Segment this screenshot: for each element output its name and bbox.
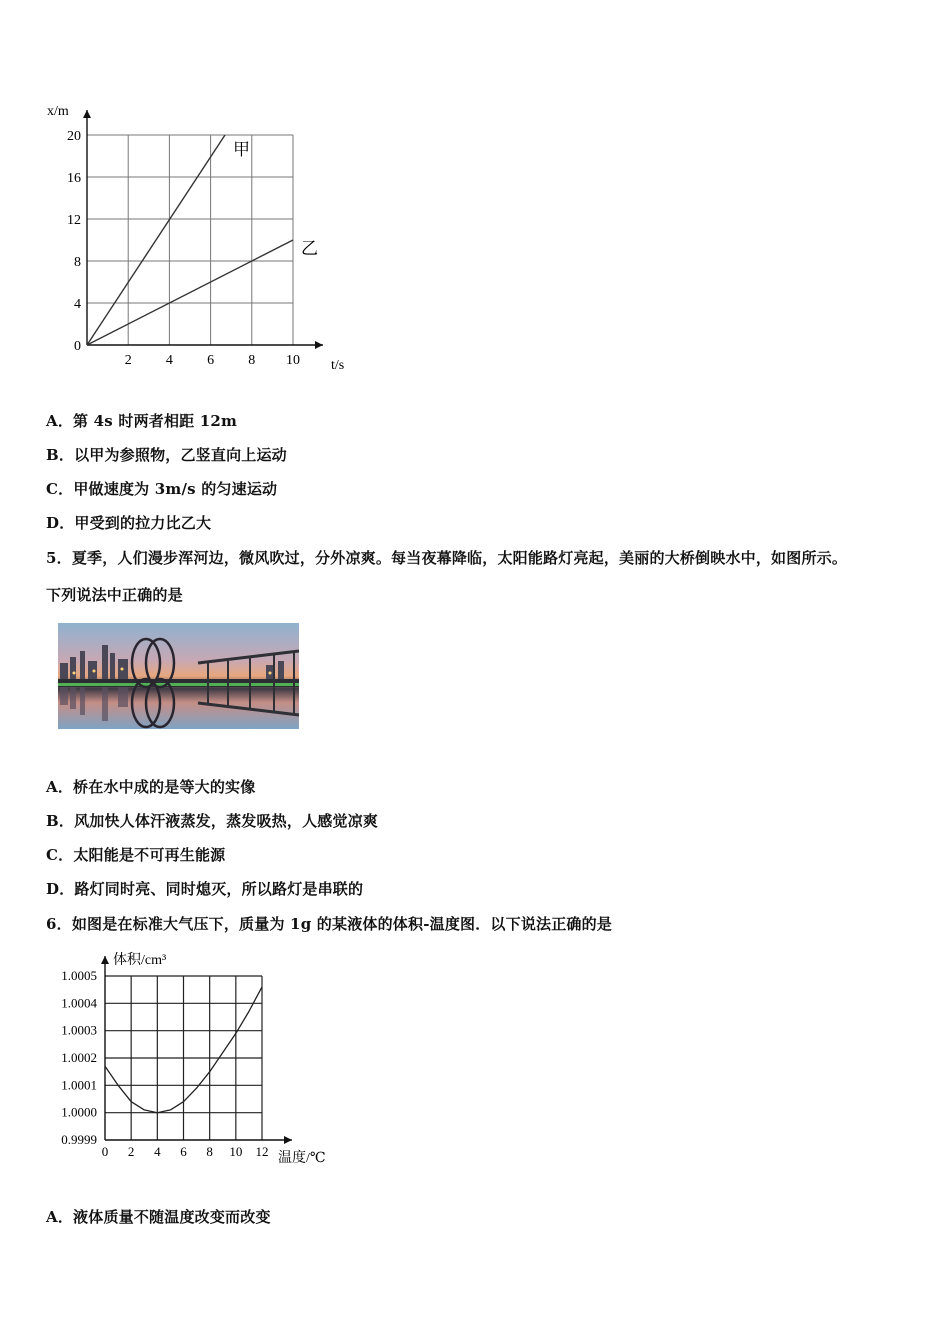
q5-option-c: C．太阳能是不可再生能源	[46, 846, 226, 864]
x-axis-label: t/s	[331, 358, 345, 373]
x-axis-arrow	[315, 341, 323, 349]
q5-stem-line1: 5．夏季，人们漫步浑河边，微风吹过，分外凉爽。每当夜幕降临，太阳能路灯亮起，美丽的大桥倒映水中，如图所示。	[46, 549, 848, 567]
x-axis-label: 温度/℃	[278, 1151, 326, 1166]
y-tick-label: 1.0001	[61, 1077, 97, 1093]
x-tick-label: 8	[248, 353, 256, 368]
q4-option-d: D．甲受到的拉力比乙大	[46, 514, 212, 532]
x-axis-arrow	[284, 1136, 292, 1144]
x-tick-label: 4	[165, 353, 173, 368]
q4-option-c: C．甲做速度为 3m/s 的匀速运动	[46, 480, 278, 498]
y-tick-label: 1.0000	[61, 1104, 97, 1120]
q4-option-b: B．以甲为参照物，乙竖直向上运动	[46, 446, 287, 464]
bridge-photo	[58, 623, 299, 729]
y-axis-arrow	[83, 110, 91, 118]
vt-chart	[40, 945, 340, 1170]
xt-chart-axes	[83, 110, 323, 349]
x-tick-label: 12	[255, 1144, 269, 1159]
q5-option-d: D．路灯同时亮、同时熄灭，所以路灯是串联的	[46, 880, 364, 898]
xt-chart-labels	[47, 104, 344, 373]
y-tick-label: 8	[74, 255, 81, 270]
y-tick-label: 1.0005	[61, 968, 97, 983]
q5-option-b: B．风加快人体汗液蒸发，蒸发吸热，人感觉凉爽	[46, 812, 379, 830]
y-tick-label: 20	[67, 129, 81, 144]
y-tick-label: 12	[67, 213, 81, 228]
xt-chart-marks	[87, 135, 293, 345]
x-tick-label: 4	[154, 1144, 161, 1159]
y-tick-label: 1.0002	[61, 1050, 97, 1065]
q6-option-a: A．液体质量不随温度改变而改变	[46, 1208, 271, 1226]
x-tick-label: 2	[124, 353, 132, 368]
x-tick-label: 6	[180, 1144, 187, 1159]
y-tick-label: 16	[67, 171, 81, 186]
q4-option-a: A．第 4s 时两者相距 12m	[46, 412, 238, 430]
x-tick-label: 0	[101, 1144, 109, 1159]
x-tick-label: 8	[206, 1144, 213, 1159]
y-axis-label: x/m	[47, 104, 69, 119]
series-line-jia	[87, 135, 225, 345]
q5-option-a: A．桥在水中成的是等大的实像	[46, 778, 256, 796]
x-tick-label: 10	[229, 1144, 243, 1159]
series-line-yi	[87, 240, 293, 345]
xt-chart-grid	[87, 135, 293, 345]
y-tick-label: 1.0004	[61, 995, 97, 1011]
y-tick-label: 4	[74, 297, 81, 312]
vt-chart-grid	[105, 976, 262, 1140]
x-tick-label: 10	[286, 353, 300, 368]
y-axis-arrow	[101, 956, 109, 964]
x-tick-label: 2	[127, 1144, 135, 1159]
q6-stem: 6．如图是在标准大气压下，质量为 1g 的某液体的体积-温度图．以下说法正确的是	[46, 915, 613, 933]
series-label: 乙	[301, 239, 318, 258]
vt-chart-axes	[101, 956, 292, 1144]
q5-stem-line2: 下列说法中正确的是	[46, 586, 183, 604]
series-label: 甲	[233, 140, 251, 159]
x-tick-label: 6	[207, 353, 215, 368]
xt-chart	[40, 95, 345, 380]
y-tick-label: 0	[74, 339, 81, 354]
y-axis-label: 体积/cm³	[113, 953, 167, 968]
y-tick-label: 1.0003	[61, 1022, 97, 1038]
y-tick-label: 0.9999	[61, 1132, 97, 1147]
